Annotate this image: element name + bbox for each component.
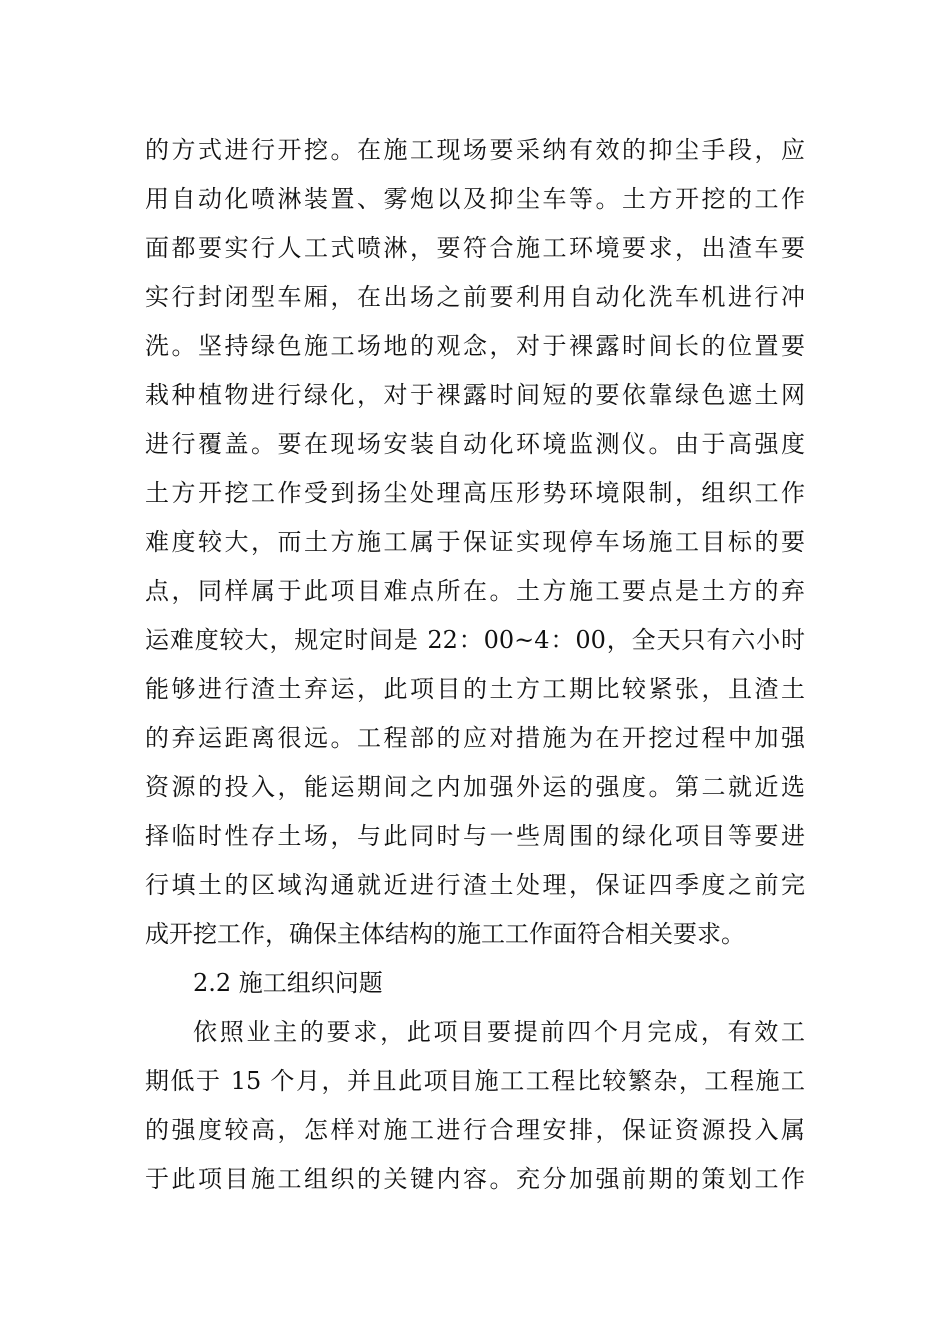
paragraph-line: 栽种植物进行绿化，对于裸露时间短的要依靠绿色遮土网	[145, 381, 805, 409]
paragraph-line: 能够进行渣土弃运，此项目的土方工期比较紧张，且渣土	[145, 675, 805, 703]
paragraph-line: 进行覆盖。要在现场安装自动化环境监测仪。由于高强度	[145, 430, 805, 458]
paragraph-line: 成开挖工作，确保主体结构的施工工作面符合相关要求。	[145, 920, 745, 948]
paragraph-line: 的强度较高，怎样对施工进行合理安排，保证资源投入属	[145, 1116, 805, 1144]
paragraph-line: 行填土的区域沟通就近进行渣土处理，保证四季度之前完	[145, 871, 805, 899]
paragraph-line: 资源的投入，能运期间之内加强外运的强度。第二就近选	[145, 773, 805, 801]
paragraph-line: 用自动化喷淋装置、雾炮以及抑尘车等。土方开挖的工作	[145, 185, 805, 213]
paragraph-continuation	[145, 126, 805, 959]
paragraph-line: 土方开挖工作受到扬尘处理高压形势环境限制，组织工作	[145, 479, 805, 507]
paragraph-line: 实行封闭型车厢，在出场之前要利用自动化洗车机进行冲	[145, 283, 805, 311]
paragraph-section-2-2	[145, 1008, 805, 1204]
paragraph-line: 的方式进行开挖。在施工现场要采纳有效的抑尘手段，应	[145, 136, 805, 164]
paragraph-line: 洗。坚持绿色施工场地的观念，对于裸露时间长的位置要	[145, 332, 805, 360]
paragraph-line: 面都要实行人工式喷淋，要符合施工环境要求，出渣车要	[145, 234, 805, 262]
paragraph-line: 依照业主的要求，此项目要提前四个月完成，有效工	[193, 1018, 805, 1046]
paragraph-line: 点，同样属于此项目难点所在。土方施工要点是土方的弃	[145, 577, 805, 605]
section-heading: 2.2 施工组织问题	[193, 969, 383, 997]
document-body	[145, 126, 805, 1204]
paragraph-line: 运难度较大，规定时间是 22：00~4：00，全天只有六小时	[145, 626, 805, 654]
paragraph-line: 择临时性存土场，与此同时与一些周围的绿化项目等要进	[145, 822, 805, 850]
paragraph-line: 难度较大，而土方施工属于保证实现停车场施工目标的要	[145, 528, 805, 556]
paragraph-line: 的弃运距离很远。工程部的应对措施为在开挖过程中加强	[145, 724, 805, 752]
paragraph-line: 期低于 15 个月，并且此项目施工工程比较繁杂，工程施工	[145, 1067, 805, 1095]
paragraph-line: 于此项目施工组织的关键内容。充分加强前期的策划工作	[145, 1165, 805, 1193]
